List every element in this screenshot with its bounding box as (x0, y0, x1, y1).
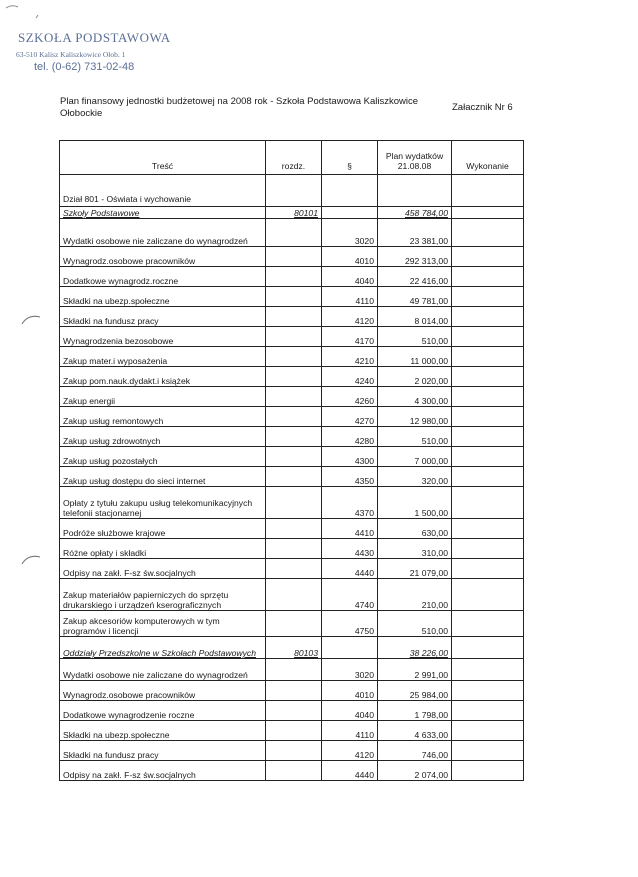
row-label: Zakup usług remontowych (60, 407, 266, 427)
row-plan-value: 4 633,00 (378, 721, 452, 741)
row-rozdz (266, 219, 322, 247)
section-label: Dział 801 - Oświata i wychowanie (60, 175, 266, 207)
row-rozdz (266, 659, 322, 681)
row-rozdz (266, 267, 322, 287)
row-wykonanie (452, 637, 524, 659)
table-row (60, 407, 524, 427)
row-paragraph: 4350 (322, 467, 378, 487)
table-header-row (60, 141, 524, 175)
row-plan-value: 1 500,00 (378, 487, 452, 519)
row-plan-value: 2 991,00 (378, 659, 452, 681)
table-row (60, 681, 524, 701)
row-wykonanie (452, 207, 524, 219)
header-wykonanie: Wykonanie (452, 141, 524, 175)
row-plan-value: 746,00 (378, 741, 452, 761)
table-row (60, 367, 524, 387)
row-paragraph: 4210 (322, 347, 378, 367)
row-label: Wynagrodzenia bezosobowe (60, 327, 266, 347)
row-plan-value: 23 381,00 (378, 219, 452, 247)
row-plan-value: 310,00 (378, 539, 452, 559)
annex-label: Załacznik Nr 6 (452, 102, 513, 113)
row-wykonanie (452, 681, 524, 701)
row-paragraph: 4440 (322, 761, 378, 781)
row-label: Odpisy na zakł. F-sz św.socjalnych (60, 559, 266, 579)
row-rozdz (266, 387, 322, 407)
row-wykonanie (452, 247, 524, 267)
row-wykonanie (452, 761, 524, 781)
row-rozdz (266, 559, 322, 579)
row-label: Składki na fundusz pracy (60, 307, 266, 327)
row-wykonanie (452, 387, 524, 407)
row-wykonanie (452, 539, 524, 559)
row-wykonanie (452, 659, 524, 681)
row-label: Wynagrodz.osobowe pracowników (60, 247, 266, 267)
row-label: Oddziały Przedszkolne w Szkołach Podstawowych (60, 637, 266, 659)
punch-hole-mark (20, 552, 42, 566)
row-label: Szkoły Podstawowe (60, 207, 266, 219)
row-plan-value: 320,00 (378, 467, 452, 487)
row-plan-value: 510,00 (378, 427, 452, 447)
row-wykonanie (452, 579, 524, 611)
table-row (60, 427, 524, 447)
table-row (60, 219, 524, 247)
row-rozdz: 80101 (266, 207, 322, 219)
row-label: Składki na fundusz pracy (60, 741, 266, 761)
row-label: Zakup akcesoriów komputerowych w tym programów i licencji (60, 611, 266, 637)
row-label: Opłaty z tytułu zakupu usług telekomunikacyjnych telefonii stacjonarnej (60, 487, 266, 519)
row-paragraph: 4280 (322, 427, 378, 447)
row-wykonanie (452, 267, 524, 287)
row-plan-value: 21 079,00 (378, 559, 452, 579)
row-rozdz (266, 447, 322, 467)
row-paragraph: 4440 (322, 559, 378, 579)
row-rozdz (266, 327, 322, 347)
row-plan-value: 49 781,00 (378, 287, 452, 307)
row-paragraph: 4120 (322, 741, 378, 761)
row-rozdz (266, 467, 322, 487)
table-row (60, 539, 524, 559)
row-paragraph: 4010 (322, 247, 378, 267)
row-plan-value: 630,00 (378, 519, 452, 539)
punch-hole-mark (20, 312, 42, 326)
document-title: Plan finansowy jednostki budżetowej na 2008 rok - Szkoła Podstawowa Kaliszkowice Ołobockie (60, 96, 419, 119)
row-paragraph: 4410 (322, 519, 378, 539)
row-rozdz (266, 721, 322, 741)
row-rozdz (266, 287, 322, 307)
stamp-phone: tel. (0-62) 731-02-48 (34, 61, 135, 73)
row-rozdz (266, 407, 322, 427)
row-rozdz (266, 247, 322, 267)
row-rozdz (266, 427, 322, 447)
row-plan-value: 7 000,00 (378, 447, 452, 467)
budget-table (59, 140, 524, 781)
table-row (60, 519, 524, 539)
row-paragraph: 4170 (322, 327, 378, 347)
row-plan-value: 2 020,00 (378, 367, 452, 387)
table-row (60, 721, 524, 741)
row-paragraph: 4040 (322, 701, 378, 721)
row-paragraph: 4120 (322, 307, 378, 327)
table-row (60, 287, 524, 307)
row-label: Składki na ubezp.społeczne (60, 287, 266, 307)
subsection-row (60, 637, 524, 659)
row-plan-value: 4 300,00 (378, 387, 452, 407)
table-row (60, 267, 524, 287)
header-rozdz: rozdz. (266, 141, 322, 175)
row-wykonanie (452, 347, 524, 367)
row-paragraph: 4300 (322, 447, 378, 467)
row-plan-value: 510,00 (378, 611, 452, 637)
row-rozdz (266, 539, 322, 559)
table-row (60, 559, 524, 579)
row-rozdz (266, 741, 322, 761)
table-row (60, 487, 524, 519)
row-paragraph: 4110 (322, 721, 378, 741)
row-label: Zakup mater.i wyposażenia (60, 347, 266, 367)
row-label: Dodatkowe wynagrodz.roczne (60, 267, 266, 287)
row-label: Podróże służbowe krajowe (60, 519, 266, 539)
table-row (60, 741, 524, 761)
table-row (60, 467, 524, 487)
row-rozdz (266, 307, 322, 327)
table-row (60, 611, 524, 637)
row-plan-value: 210,00 (378, 579, 452, 611)
header-plan: Plan wydatków 21.08.08 (378, 141, 452, 175)
row-plan-value: 458 784,00 (378, 207, 452, 219)
row-plan-value: 292 313,00 (378, 247, 452, 267)
row-rozdz (266, 487, 322, 519)
row-paragraph: 4750 (322, 611, 378, 637)
table-row (60, 447, 524, 467)
row-rozdz (266, 611, 322, 637)
header-paragraph: § (322, 141, 378, 175)
row-paragraph: 4270 (322, 407, 378, 427)
row-plan-value: 2 074,00 (378, 761, 452, 781)
row-rozdz (266, 701, 322, 721)
row-paragraph: 4260 (322, 387, 378, 407)
row-paragraph: 3020 (322, 219, 378, 247)
row-paragraph: 4110 (322, 287, 378, 307)
row-wykonanie (452, 519, 524, 539)
stamp-address: 63-510 Kalisz Kaliszkowice Ołob. 1 (16, 50, 126, 59)
table-row (60, 761, 524, 781)
row-wykonanie (452, 407, 524, 427)
row-label: Składki na ubezp.społeczne (60, 721, 266, 741)
row-wykonanie (452, 701, 524, 721)
row-rozdz (266, 519, 322, 539)
table-row (60, 327, 524, 347)
table-row (60, 701, 524, 721)
row-wykonanie (452, 367, 524, 387)
row-label: Wydatki osobowe nie zaliczane do wynagrodzeń (60, 659, 266, 681)
table-row (60, 579, 524, 611)
row-wykonanie (452, 447, 524, 467)
row-plan-value: 8 014,00 (378, 307, 452, 327)
section-row (60, 175, 524, 207)
subsection-row (60, 207, 524, 219)
row-paragraph (322, 637, 378, 659)
row-wykonanie (452, 741, 524, 761)
row-paragraph: 4040 (322, 267, 378, 287)
table-row (60, 347, 524, 367)
row-label: Zakup energii (60, 387, 266, 407)
row-rozdz (266, 579, 322, 611)
row-paragraph: 4240 (322, 367, 378, 387)
table-row (60, 387, 524, 407)
row-plan-value: 38 226,00 (378, 637, 452, 659)
row-rozdz: 80103 (266, 637, 322, 659)
row-wykonanie (452, 307, 524, 327)
school-stamp (18, 30, 171, 73)
row-wykonanie (452, 467, 524, 487)
row-label: Zakup usług pozostałych (60, 447, 266, 467)
row-plan-value: 25 984,00 (378, 681, 452, 701)
row-plan-value: 1 798,00 (378, 701, 452, 721)
pen-scribble-mark (2, 0, 42, 22)
row-label: Zakup usług zdrowotnych (60, 427, 266, 447)
row-plan-value: 12 980,00 (378, 407, 452, 427)
row-paragraph (322, 207, 378, 219)
table-row (60, 659, 524, 681)
row-plan-value: 22 416,00 (378, 267, 452, 287)
row-label: Różne opłaty i składki (60, 539, 266, 559)
row-label: Odpisy na zakł. F-sz św.socjalnych (60, 761, 266, 781)
row-label: Zakup pom.nauk.dydakt.i książek (60, 367, 266, 387)
row-paragraph: 4740 (322, 579, 378, 611)
header-tresc: Treść (60, 141, 266, 175)
row-paragraph: 4430 (322, 539, 378, 559)
row-wykonanie (452, 327, 524, 347)
row-plan-value: 510,00 (378, 327, 452, 347)
row-label: Zakup materiałów papierniczych do sprzętu drukarskiego i urządzeń kserograficznych (60, 579, 266, 611)
row-label: Wynagrodz.osobowe pracowników (60, 681, 266, 701)
row-paragraph: 4370 (322, 487, 378, 519)
row-label: Dodatkowe wynagrodzenie roczne (60, 701, 266, 721)
row-paragraph: 3020 (322, 659, 378, 681)
row-wykonanie (452, 487, 524, 519)
row-wykonanie (452, 721, 524, 741)
row-rozdz (266, 347, 322, 367)
row-wykonanie (452, 427, 524, 447)
row-rozdz (266, 681, 322, 701)
row-wykonanie (452, 559, 524, 579)
row-wykonanie (452, 287, 524, 307)
row-wykonanie (452, 611, 524, 637)
row-label: Zakup usług dostępu do sieci internet (60, 467, 266, 487)
row-paragraph: 4010 (322, 681, 378, 701)
row-rozdz (266, 761, 322, 781)
row-wykonanie (452, 219, 524, 247)
table-row (60, 307, 524, 327)
table-row (60, 247, 524, 267)
stamp-school-name: SZKOŁA PODSTAWOWA (18, 30, 171, 45)
row-label: Wydatki osobowe nie zaliczane do wynagrodzeń (60, 219, 266, 247)
row-rozdz (266, 367, 322, 387)
row-plan-value: 11 000,00 (378, 347, 452, 367)
